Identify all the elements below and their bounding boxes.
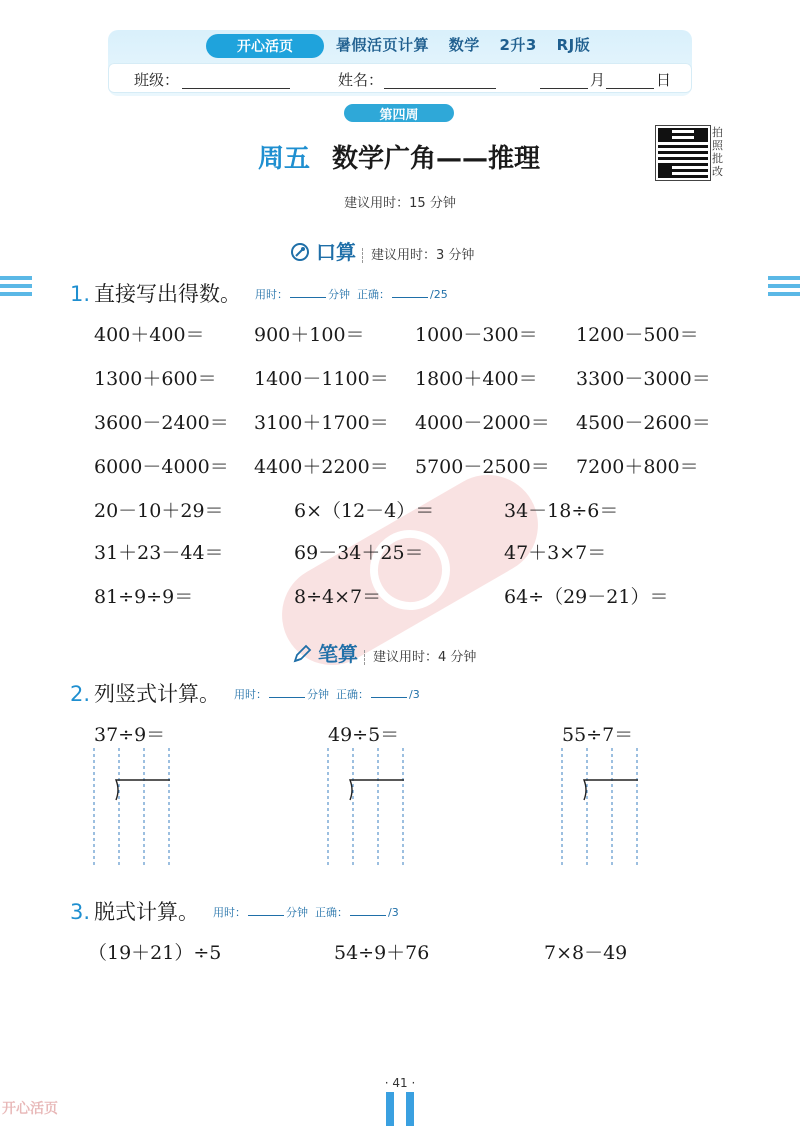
side-stripe-right (768, 276, 800, 280)
q3-meta-time-label: 用时： (213, 906, 247, 919)
title-day: 周五 (258, 144, 311, 174)
division-work-area[interactable] (320, 748, 420, 868)
q1-meta (255, 288, 448, 301)
q1-expr: 64÷（29－21）＝ (504, 586, 669, 608)
q3-meta-correct-label: 正确： (315, 906, 349, 919)
grade: 2升3 (499, 36, 537, 54)
title-topic: 数学广角——推理 (332, 144, 541, 174)
day-field[interactable] (606, 70, 654, 89)
header-title (336, 34, 604, 55)
q2-correct-blank[interactable] (371, 697, 407, 698)
q3-correct-blank[interactable] (350, 915, 386, 916)
brand-logo (206, 34, 324, 58)
series-name: 暑假活页计算 (336, 36, 430, 54)
section-oral-name: 口算 (316, 240, 356, 264)
q1-expr: 1800＋400＝ (415, 368, 538, 390)
q2-expr: 55÷7＝ (562, 724, 634, 746)
q2-text: 列竖式计算。 (94, 682, 221, 706)
q2-expr: 37÷9＝ (94, 724, 166, 746)
class-label: 班级： (134, 71, 180, 89)
q1-expr: 6×（12－4）＝ (294, 500, 435, 522)
q3-meta-unit: 分钟 (286, 906, 309, 919)
page-number: · 41 · (384, 1076, 416, 1090)
q1-expr: 6000－4000＝ (94, 456, 229, 478)
q2-meta-correct-label: 正确： (336, 688, 370, 701)
q2-meta (234, 688, 420, 701)
side-stripe-left (0, 292, 32, 296)
q2-meta-unit: 分钟 (307, 688, 330, 701)
q3-number: 3. (70, 900, 91, 924)
q1-expr: 1000－300＝ (415, 324, 538, 346)
side-stripe-left (0, 284, 32, 288)
section-written-time: 建议用时：4 分钟 (364, 650, 476, 665)
qr-code-icon[interactable] (656, 126, 710, 180)
wrench-icon (290, 242, 310, 262)
q1-expr: 3600－2400＝ (94, 412, 229, 434)
q1-meta-time-label: 用时： (255, 288, 289, 301)
q2-expr: 49÷5＝ (328, 724, 400, 746)
section-written-header (292, 638, 476, 667)
side-stripe-left (0, 276, 32, 280)
q3-title (70, 896, 399, 926)
section-oral-time: 建议用时：3 分钟 (362, 248, 474, 263)
q1-number: 1. (70, 282, 91, 306)
q1-expr: 4500－2600＝ (576, 412, 711, 434)
footer-bar (386, 1092, 394, 1126)
q1-expr: 47＋3×7＝ (504, 542, 607, 564)
q1-expr: 1300＋600＝ (94, 368, 217, 390)
week-badge: 第四周 (344, 104, 454, 122)
section-written-name: 笔算 (318, 642, 358, 666)
q3-expr: （19＋21）÷5 (88, 942, 222, 964)
name-label: 姓名： (338, 71, 384, 89)
subject: 数学 (448, 36, 480, 54)
q1-expr: 1400－1100＝ (254, 368, 389, 390)
suggested-time: 建议用时：15 分钟 (344, 196, 456, 211)
q3-meta-total: /3 (388, 906, 399, 919)
page-title (258, 138, 540, 175)
q1-expr: 20－10＋29＝ (94, 500, 224, 522)
q2-time-blank[interactable] (269, 697, 305, 698)
edition: RJ版 (556, 36, 591, 54)
q1-expr: 400＋400＝ (94, 324, 205, 346)
qr-caption: 拍照批改 (712, 126, 723, 178)
q2-meta-total: /3 (409, 688, 420, 701)
q1-correct-blank[interactable] (392, 297, 428, 298)
q3-meta (213, 906, 399, 919)
q1-time-blank[interactable] (290, 297, 326, 298)
q1-expr: 34－18÷6＝ (504, 500, 619, 522)
q1-meta-unit: 分钟 (328, 288, 351, 301)
q3-time-blank[interactable] (248, 915, 284, 916)
month-field[interactable] (540, 70, 588, 89)
q3-expr: 54÷9＋76 (334, 942, 430, 964)
q1-expr: 8÷4×7＝ (294, 586, 382, 608)
q1-meta-total: /25 (430, 288, 448, 301)
division-work-area[interactable] (554, 748, 654, 868)
q1-expr: 3300－3000＝ (576, 368, 711, 390)
brand-text: 开心活页 (237, 39, 293, 55)
q1-expr: 31＋23－44＝ (94, 542, 224, 564)
q1-expr: 1200－500＝ (576, 324, 699, 346)
q1-expr: 4400＋2200＝ (254, 456, 389, 478)
q2-number: 2. (70, 682, 91, 706)
q1-expr: 69－34＋25＝ (294, 542, 424, 564)
q1-expr: 3100＋1700＝ (254, 412, 389, 434)
footer-brand-logo: 开心活页 (2, 1101, 58, 1117)
q1-expr: 5700－2500＝ (415, 456, 550, 478)
footer-bar (406, 1092, 414, 1126)
q3-text: 脱式计算。 (94, 900, 200, 924)
month-label: 月 (590, 71, 606, 89)
pencil-icon (292, 644, 312, 664)
division-work-area[interactable] (86, 748, 186, 868)
q1-text: 直接写出得数。 (94, 282, 242, 306)
q1-expr: 4000－2000＝ (415, 412, 550, 434)
side-stripe-right (768, 284, 800, 288)
q2-meta-time-label: 用时： (234, 688, 268, 701)
q1-expr: 900＋100＝ (254, 324, 365, 346)
q1-meta-correct-label: 正确： (357, 288, 391, 301)
q1-expr: 81÷9÷9＝ (94, 586, 194, 608)
q1-title (70, 278, 448, 308)
name-field[interactable] (384, 70, 496, 89)
section-oral-header (290, 236, 474, 265)
day-label: 日 (656, 71, 672, 89)
q3-expr: 7×8－49 (544, 942, 628, 964)
q2-title (70, 678, 420, 708)
side-stripe-right (768, 292, 800, 296)
q1-expr: 7200＋800＝ (576, 456, 699, 478)
class-field[interactable] (182, 70, 290, 89)
